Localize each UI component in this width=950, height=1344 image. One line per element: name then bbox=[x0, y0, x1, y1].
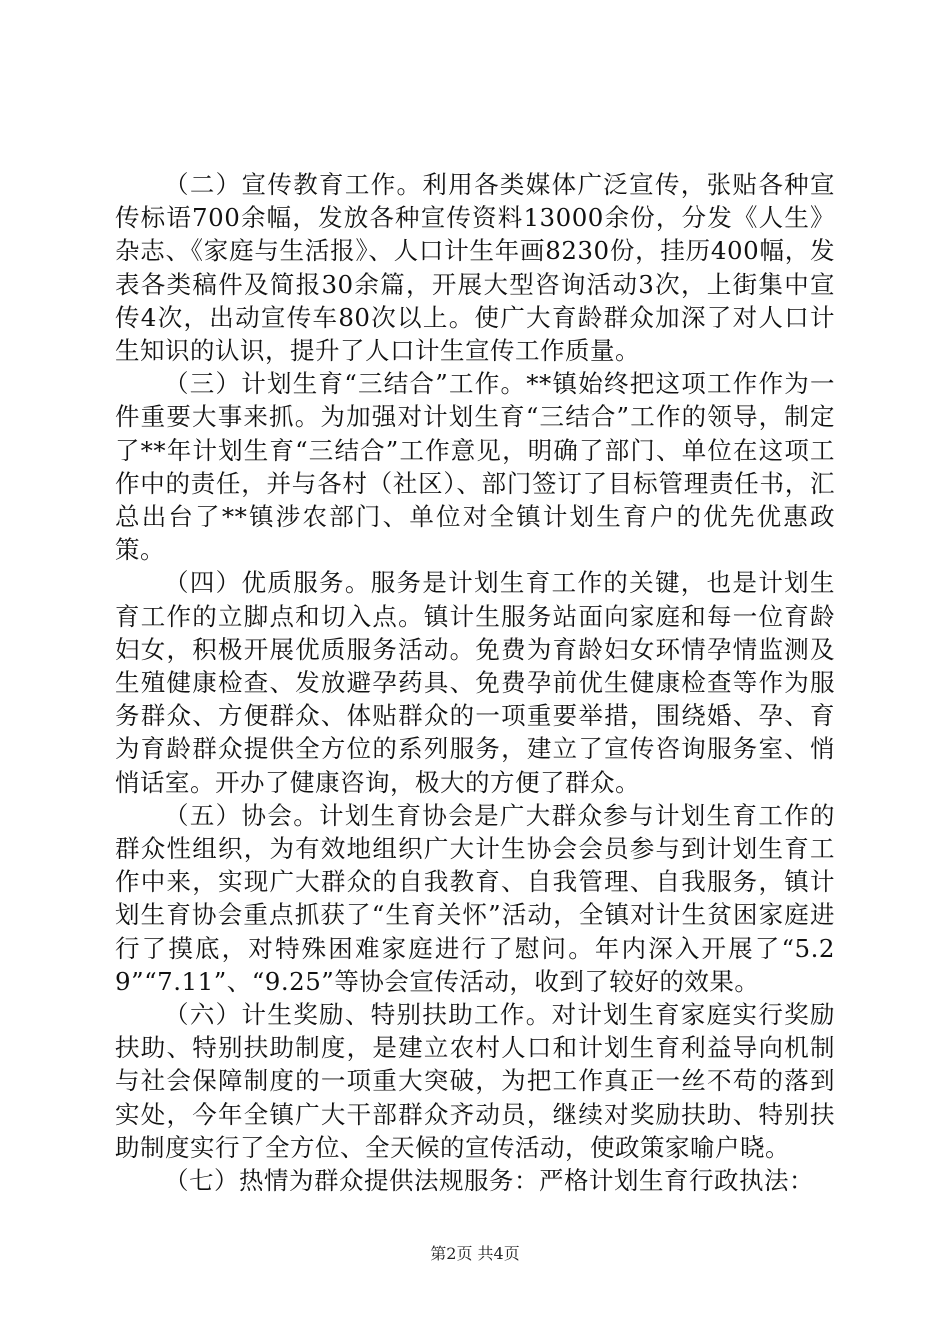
paragraph-publicity-education: （二）宣传教育工作。利用各类媒体广泛宣传，张贴各种宣传标语700余幅，发放各种宣传资料13000余份，分发《人生》杂志、《家庭与生活报》、人口计生年画8230份，挂历400幅，发表各类稿件及简报30余篇，开展大型咨询活动3次，上街集中宣传4次，出动宣传车80次以上。使广大育龄群众加深了对人口计生知识的认识，提升了人口计生宣传工作质量。 bbox=[115, 170, 835, 366]
document-body bbox=[115, 168, 835, 1197]
paragraph-association: （五）协会。计划生育协会是广大群众参与计划生育工作的群众性组织，为有效地组织广大计生协会会员参与到计划生育工作中来，实现广大群众的自我教育、自我管理、自我服务，镇计划生育协会重点抓获了“生育关怀”活动，全镇对计生贫困家庭进行了摸底，对特殊困难家庭进行了慰问。年内深入开展了“5.29”“7.11”、“9.25”等协会宣传活动，收到了较好的效果。 bbox=[115, 800, 835, 996]
paragraph-three-combination: （三）计划生育“三结合”工作。**镇始终把这项工作作为一件重要大事来抓。为加强对计划生育“三结合”工作的领导，制定了**年计划生育“三结合”工作意见，明确了部门、单位在这项工作中的责任，并与各村（社区）、部门签订了目标管理责任书，汇总出台了**镇涉农部门、单位对全镇计划生育户的优先优惠政策。 bbox=[115, 369, 835, 565]
paragraph-legal-service: （七）热情为群众提供法规服务：严格计划生育行政执法： bbox=[164, 1166, 814, 1196]
paragraph-quality-service: （四）优质服务。服务是计划生育工作的关键，也是计划生育工作的立脚点和切入点。镇计生服务站面向家庭和每一位育龄妇女，积极开展优质服务活动。免费为育龄妇女环情孕情监测及生殖健康检查、发放避孕药具、免费孕前优生健康检查等作为服务群众、方便群众、体贴群众的一项重要举措，围绕婚、孕、育为育龄群众提供全方位的系列服务，建立了宣传咨询服务室、悄悄话室。开办了健康咨询，极大的方便了群众。 bbox=[115, 568, 835, 797]
page-number-footer: 第2页 共4页 bbox=[430, 1244, 520, 1263]
paragraph-rewards-support: （六）计生奖励、特别扶助工作。对计划生育家庭实行奖励扶助、特别扶助制度，是建立农村人口和计划生育利益导向机制与社会保障制度的一项重大突破，为把工作真正一丝不苟的落到实处，今年全镇广大干部群众齐动员，继续对奖励扶助、特别扶助制度实行了全方位、全天候的宣传活动，使政策家喻户晓。 bbox=[115, 1000, 835, 1162]
